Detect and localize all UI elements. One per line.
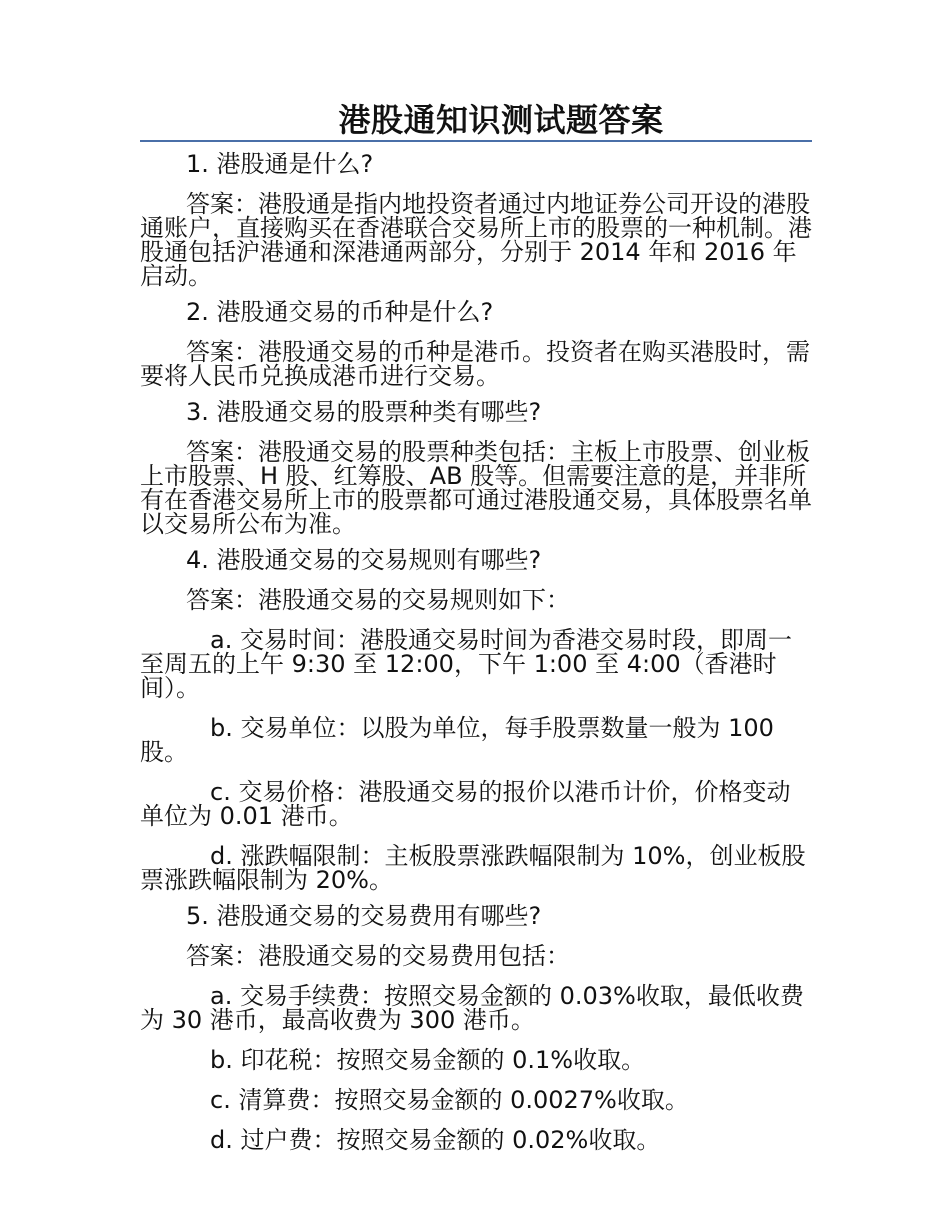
answer-2: 答案：港股通交易的币种是港币。投资者在购买港股时，需要将人民币兑换成港币进行交易。 [140, 338, 810, 390]
answer-4-item-a: a. 交易时间：港股通交易时间为香港交易时段，即周一至周五的上午 9:30 至 12:00，下午 1:00 至 4:00（香港时间）。 [140, 626, 792, 702]
question-3: 3. 港股通交易的股票种类有哪些? [186, 398, 542, 426]
answer-4-item-c: c. 交易价格：港股通交易的报价以港币计价，价格变动单位为 0.01 港币。 [140, 778, 791, 830]
answer-3: 答案：港股通交易的股票种类包括：主板上市股票、创业板上市股票、H 股、红筹股、AB 股等。但需要注意的是，并非所有在香港交易所上市的股票都可通过港股通交易，具体股票名单以交易所公布为准。 [140, 438, 812, 538]
document-title: 港股通知识测试题答案 [338, 101, 664, 139]
question-5: 5. 港股通交易的交易费用有哪些? [186, 902, 542, 930]
question-4: 4. 港股通交易的交易规则有哪些? [186, 546, 542, 574]
question-2: 2. 港股通交易的币种是什么? [186, 298, 494, 326]
answer-4-item-d: d. 涨跌幅限制：主板股票涨跌幅限制为 10%，创业板股票涨跌幅限制为 20%。 [140, 842, 806, 894]
answer-5-item-c: c. 清算费：按照交易金额的 0.0027%收取。 [210, 1086, 689, 1114]
answer-4-item-b: b. 交易单位：以股为单位，每手股票数量一般为 100 股。 [140, 714, 774, 766]
answer-5: 答案：港股通交易的交易费用包括： [186, 942, 570, 970]
answer-5-item-d: d. 过户费：按照交易金额的 0.02%收取。 [210, 1126, 661, 1154]
title-underline [140, 140, 812, 142]
answer-5-item-b: b. 印花税：按照交易金额的 0.1%收取。 [210, 1046, 646, 1074]
answer-1: 答案：港股通是指内地投资者通过内地证券公司开设的港股通账户，直接购买在香港联合交易所上市的股票的一种机制。港股通包括沪港通和深港通两部分，分别于 2014 年和 2016 年启动。 [140, 190, 812, 290]
document-page [140, 100, 812, 1152]
question-1: 1. 港股通是什么? [186, 150, 374, 178]
answer-5-item-a: a. 交易手续费：按照交易金额的 0.03%收取，最低收费为 30 港币，最高收费为 300 港币。 [140, 982, 804, 1034]
answer-4: 答案：港股通交易的交易规则如下： [186, 586, 570, 614]
